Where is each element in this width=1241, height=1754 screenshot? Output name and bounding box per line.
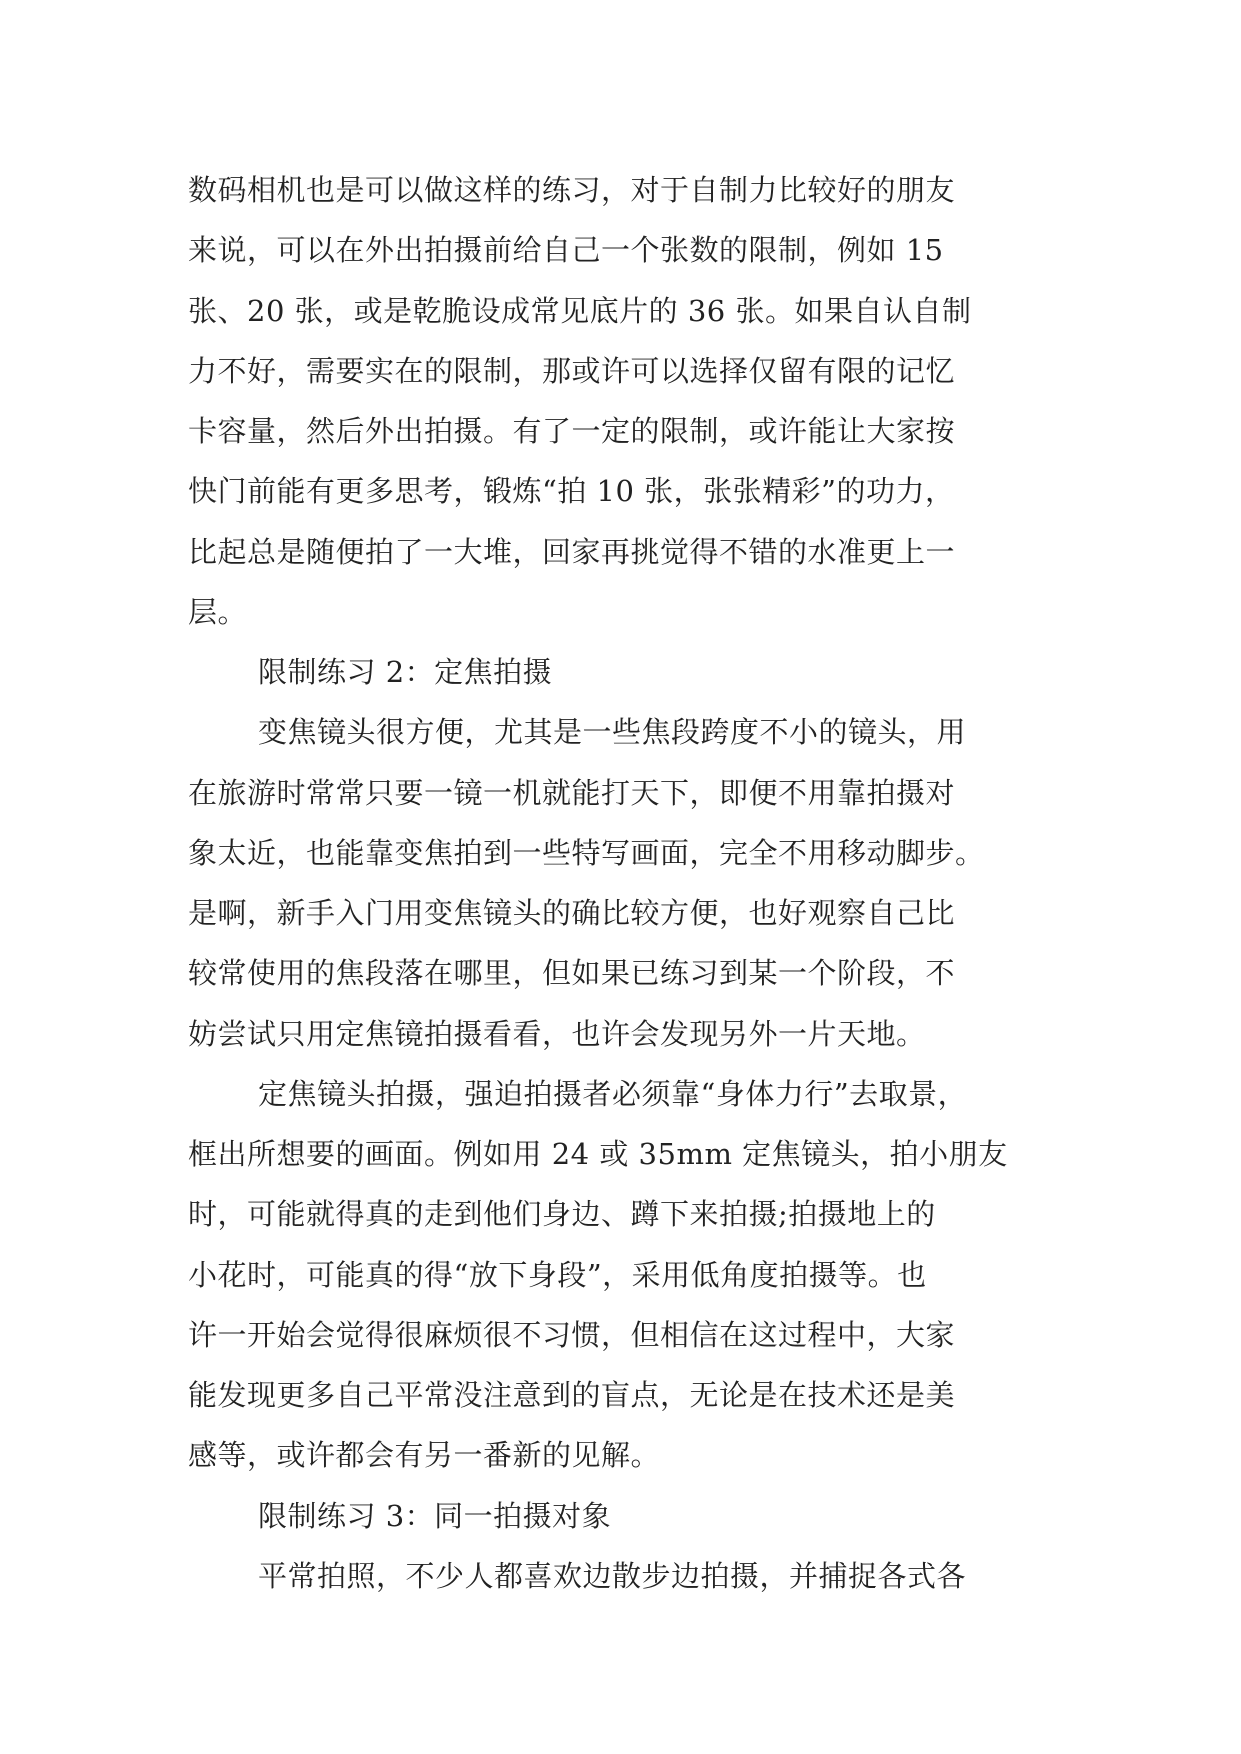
text-line: 来说，可以在外出拍摄前给自己一个张数的限制，例如 15: [188, 233, 944, 268]
text-line: 许一开始会觉得很麻烦很不习惯，但相信在这过程中，大家: [188, 1317, 956, 1352]
text-line: 在旅游时常常只要一镜一机就能打天下，即便不用靠拍摄对: [188, 775, 956, 810]
text-line: 层。: [188, 594, 248, 629]
body-text: [188, 160, 1054, 1606]
text-line: 能发现更多自己平常没注意到的盲点，无论是在技术还是美: [188, 1378, 956, 1412]
text-line: 数码相机也是可以做这样的练习，对于自制力比较好的朋友: [188, 173, 956, 207]
text-line: 变焦镜头很方便，尤其是一些焦段跨度不小的镜头，用: [258, 715, 967, 750]
text-line: 张、20 张，或是乾脆设成常见底片的 36 张。如果自认自制: [188, 293, 972, 328]
text-line: 妨尝试只用定焦镜拍摄看看，也许会发现另外一片天地。: [188, 1016, 926, 1051]
text-line: 定焦镜头拍摄，强迫拍摄者必须靠“身体力行”去取景，: [258, 1076, 968, 1111]
text-line: 较常使用的焦段落在哪里，但如果已练习到某一个阶段，不: [188, 956, 956, 991]
text-line: 力不好，需要实在的限制，那或许可以选择仅留有限的记忆: [188, 353, 956, 388]
text-line: 比起总是随便拍了一大堆，回家再挑觉得不错的水准更上一: [188, 534, 956, 569]
text-line: 框出所想要的画面。例如用 24 或 35mm 定焦镜头，拍小朋友: [188, 1137, 1008, 1171]
text-line: 小花时，可能真的得“放下身段”，采用低角度拍摄等。也: [188, 1257, 927, 1292]
section-heading: 限制练习 3：同一拍摄对象: [258, 1498, 612, 1533]
text-line: 时，可能就得真的走到他们身边、蹲下来拍摄;拍摄地上的: [188, 1197, 936, 1232]
text-line: 感等，或许都会有另一番新的见解。: [188, 1438, 661, 1473]
text-line: 象太近，也能靠变焦拍到一些特写画面，完全不用移动脚步。: [188, 835, 985, 870]
text-line: 平常拍照，不少人都喜欢边散步边拍摄，并捕捉各式各: [258, 1558, 967, 1593]
text-line: 是啊，新手入门用变焦镜头的确比较方便，也好观察自己比: [188, 896, 956, 930]
text-line: 卡容量，然后外出拍摄。有了一定的限制，或许能让大家按: [188, 414, 956, 448]
section-heading: 限制练习 2：定焦拍摄: [258, 655, 553, 689]
text-line: 快门前能有更多思考，锻炼“拍 10 张，张张精彩”的功力，: [188, 474, 955, 509]
